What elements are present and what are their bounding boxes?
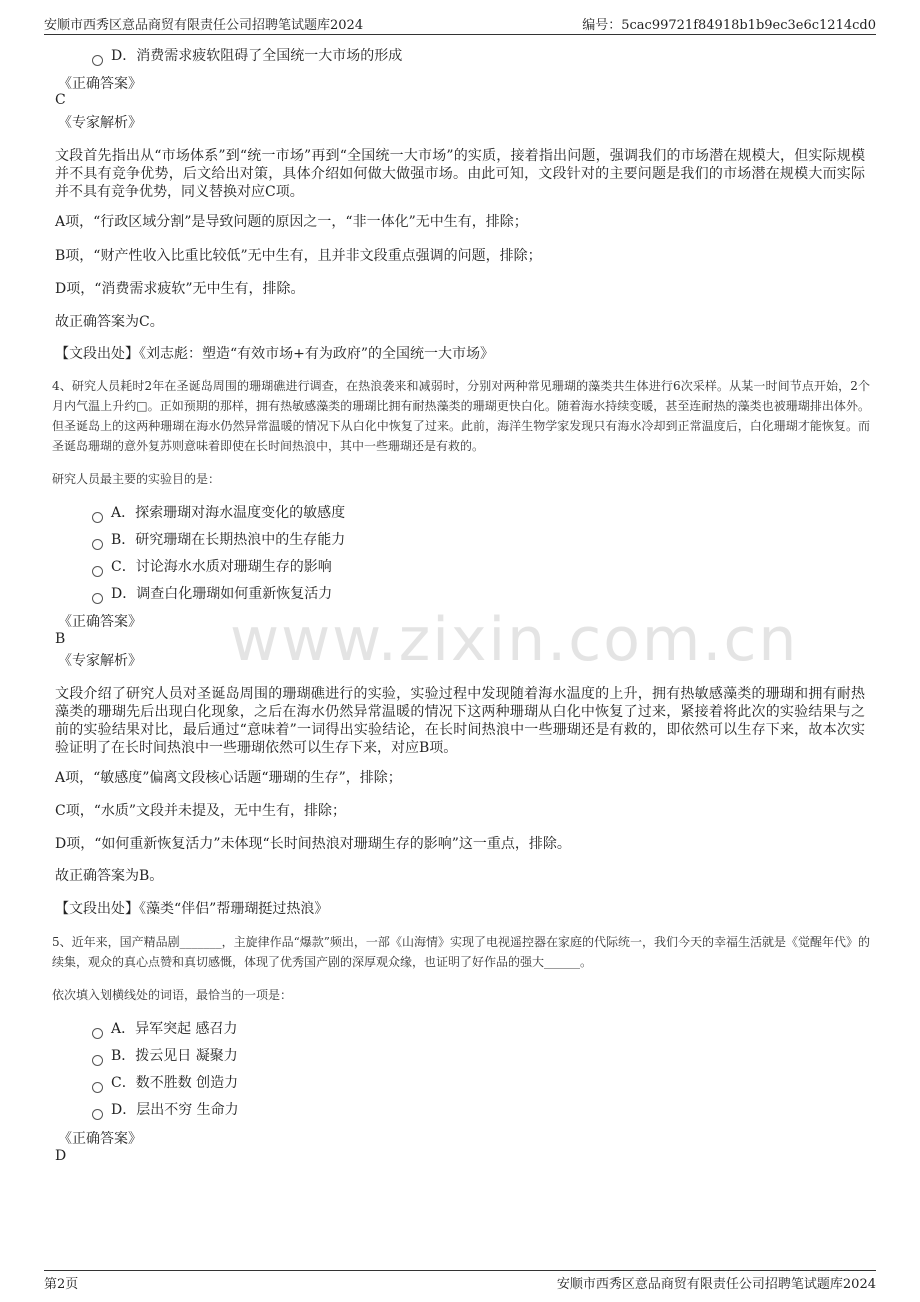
option-label: B．拨云见日 凝聚力	[111, 1048, 238, 1064]
analysis-conclusion: 故正确答案为C。	[55, 314, 164, 330]
question-prompt: 依次填入划横线处的词语，最恰当的一项是：	[52, 988, 293, 1002]
source-citation: 【文段出处】《藻类“伴侣”帮珊瑚挺过热浪》	[55, 901, 329, 917]
radio-icon[interactable]	[92, 566, 103, 577]
q3-option-d[interactable]	[92, 46, 402, 66]
watermark: www.zixin.com.cn	[230, 605, 799, 675]
analysis-label: 《专家解析》	[58, 653, 142, 669]
analysis-paragraph: C项，“水质”文段并未提及，无中生有，排除；	[55, 803, 347, 819]
option-label: C．数不胜数 创造力	[111, 1075, 239, 1091]
radio-icon[interactable]	[92, 1082, 103, 1093]
question-prompt: 研究人员最主要的实验目的是：	[52, 472, 221, 486]
q4-option-d[interactable]	[92, 584, 332, 604]
analysis-paragraph: D项，“如何重新恢复活力”未体现“长时间热浪对珊瑚生存的影响”这一重点，排除。	[55, 836, 571, 852]
q5-option-d[interactable]	[92, 1100, 239, 1120]
q4-option-c[interactable]	[92, 557, 332, 577]
q5-option-a[interactable]	[92, 1019, 238, 1039]
q4-option-a[interactable]	[92, 503, 345, 523]
option-label: A．异军突起 感召力	[111, 1021, 238, 1037]
answer-value: C	[55, 92, 66, 108]
option-label: D．层出不穷 生命力	[111, 1102, 239, 1118]
radio-icon[interactable]	[92, 55, 103, 66]
answer-label: 《正确答案》	[58, 1131, 142, 1147]
analysis-paragraph: A项，“行政区域分割”是导致问题的原因之一，“非一体化”无中生有，排除；	[55, 214, 528, 230]
question-text: 4、研究人员耗时2年在圣诞岛周围的珊瑚礁进行调查，在热浪袭来和减弱时，分别对两种常见珊瑚的藻类共生体进行6次采样。从某一时间节点开始，2个月内气温上升约□。正如预期的那样，拥有热敏感藻类的珊瑚比拥有耐热藻类的珊瑚更快白化。随着海水持续变暖，甚至连耐热的藻类也被珊瑚排出体外。但圣诞岛上的这两种珊瑚在海水仍然异常温暖的情况下从白化中恢复了过来。此前，海洋生物学家发现只有海水冷却到正常温度后，白化珊瑚才能恢复。而圣诞岛珊瑚的意外复苏则意味着即使在长时间热浪中，其中一些珊瑚还是有救的。	[52, 379, 870, 453]
analysis-paragraph: B项，“财产性收入比重比较低”无中生有，且并非文段重点强调的问题，排除；	[55, 248, 542, 264]
radio-icon[interactable]	[92, 593, 103, 604]
radio-icon[interactable]	[92, 1109, 103, 1120]
source-citation: 【文段出处】《刘志彪：塑造“有效市场+有为政府”的全国统一大市场》	[55, 346, 495, 362]
analysis-label: 《专家解析》	[58, 115, 142, 131]
footer-title: 安顺市西秀区意品商贸有限责任公司招聘笔试题库2024	[556, 1277, 876, 1292]
option-label: C．讨论海水水质对珊瑚生存的影响	[111, 559, 332, 575]
answer-label: 《正确答案》	[58, 614, 142, 630]
q5-option-c[interactable]	[92, 1073, 238, 1093]
question-text: 5、近年来，国产精品剧_______，主旋律作品“爆款”频出，一部《山海情》实现了电视遥控器在家庭的代际统一，我们今天的幸福生活就是《觉醒年代》的续集，观众的真心点赞和真切感慨，体现了优秀国产剧的深厚观众缘，也证明了好作品的强大______。	[52, 935, 870, 969]
page-number: 第2页	[44, 1277, 79, 1292]
radio-icon[interactable]	[92, 539, 103, 550]
analysis-paragraph: D项，“消费需求疲软”无中生有，排除。	[55, 281, 305, 297]
answer-value: B	[55, 631, 66, 647]
option-label: D．消费需求疲软阻碍了全国统一大市场的形成	[111, 48, 403, 64]
analysis-conclusion: 故正确答案为B。	[55, 868, 164, 884]
q4-option-b[interactable]	[92, 530, 345, 550]
header-code: 编号：5cac99721f84918b1b9ec3e6c1214cd0	[582, 18, 876, 33]
radio-icon[interactable]	[92, 1028, 103, 1039]
option-label: A．探索珊瑚对海水温度变化的敏感度	[111, 505, 346, 521]
page-header	[44, 12, 876, 35]
option-label: D．调查白化珊瑚如何重新恢复活力	[111, 586, 333, 602]
page-footer	[44, 1270, 876, 1293]
answer-label: 《正确答案》	[58, 76, 142, 92]
radio-icon[interactable]	[92, 512, 103, 523]
header-title: 安顺市西秀区意品商贸有限责任公司招聘笔试题库2024	[44, 18, 364, 33]
option-label: B．研究珊瑚在长期热浪中的生存能力	[111, 532, 346, 548]
radio-icon[interactable]	[92, 1055, 103, 1066]
q5-option-b[interactable]	[92, 1046, 238, 1066]
analysis-paragraph: 文段首先指出从“市场体系”到“统一市场”再到“全国统一大市场”的实质，接着指出问题，强调我们的市场潜在规模大，但实际规模并不具有竞争优势，后文给出对策，具体介绍如何做大做强市场。由此可知，文段针对的主要问题是我们的市场潜在规模大而实际并不具有竞争优势，同义替换对应C项。	[55, 148, 865, 200]
answer-value: D	[55, 1148, 67, 1164]
analysis-paragraph: 文段介绍了研究人员对圣诞岛周围的珊瑚礁进行的实验，实验过程中发现随着海水温度的上升，拥有热敏感藻类的珊瑚和拥有耐热藻类的珊瑚先后出现白化现象，之后在海水仍然异常温暖的情况下这两种珊瑚从白化中恢复了过来，紧接着将此次的实验结果与之前的实验结果对比，最后通过“意味着”一词得出实验结论，在长时间热浪中一些珊瑚还是有救的，即依然可以生存下来，故本次实验证明了在长时间热浪中一些珊瑚依然可以生存下来，对应B项。	[55, 686, 865, 756]
analysis-paragraph: A项，“敏感度”偏离文段核心话题“珊瑚的生存”，排除；	[55, 770, 402, 786]
